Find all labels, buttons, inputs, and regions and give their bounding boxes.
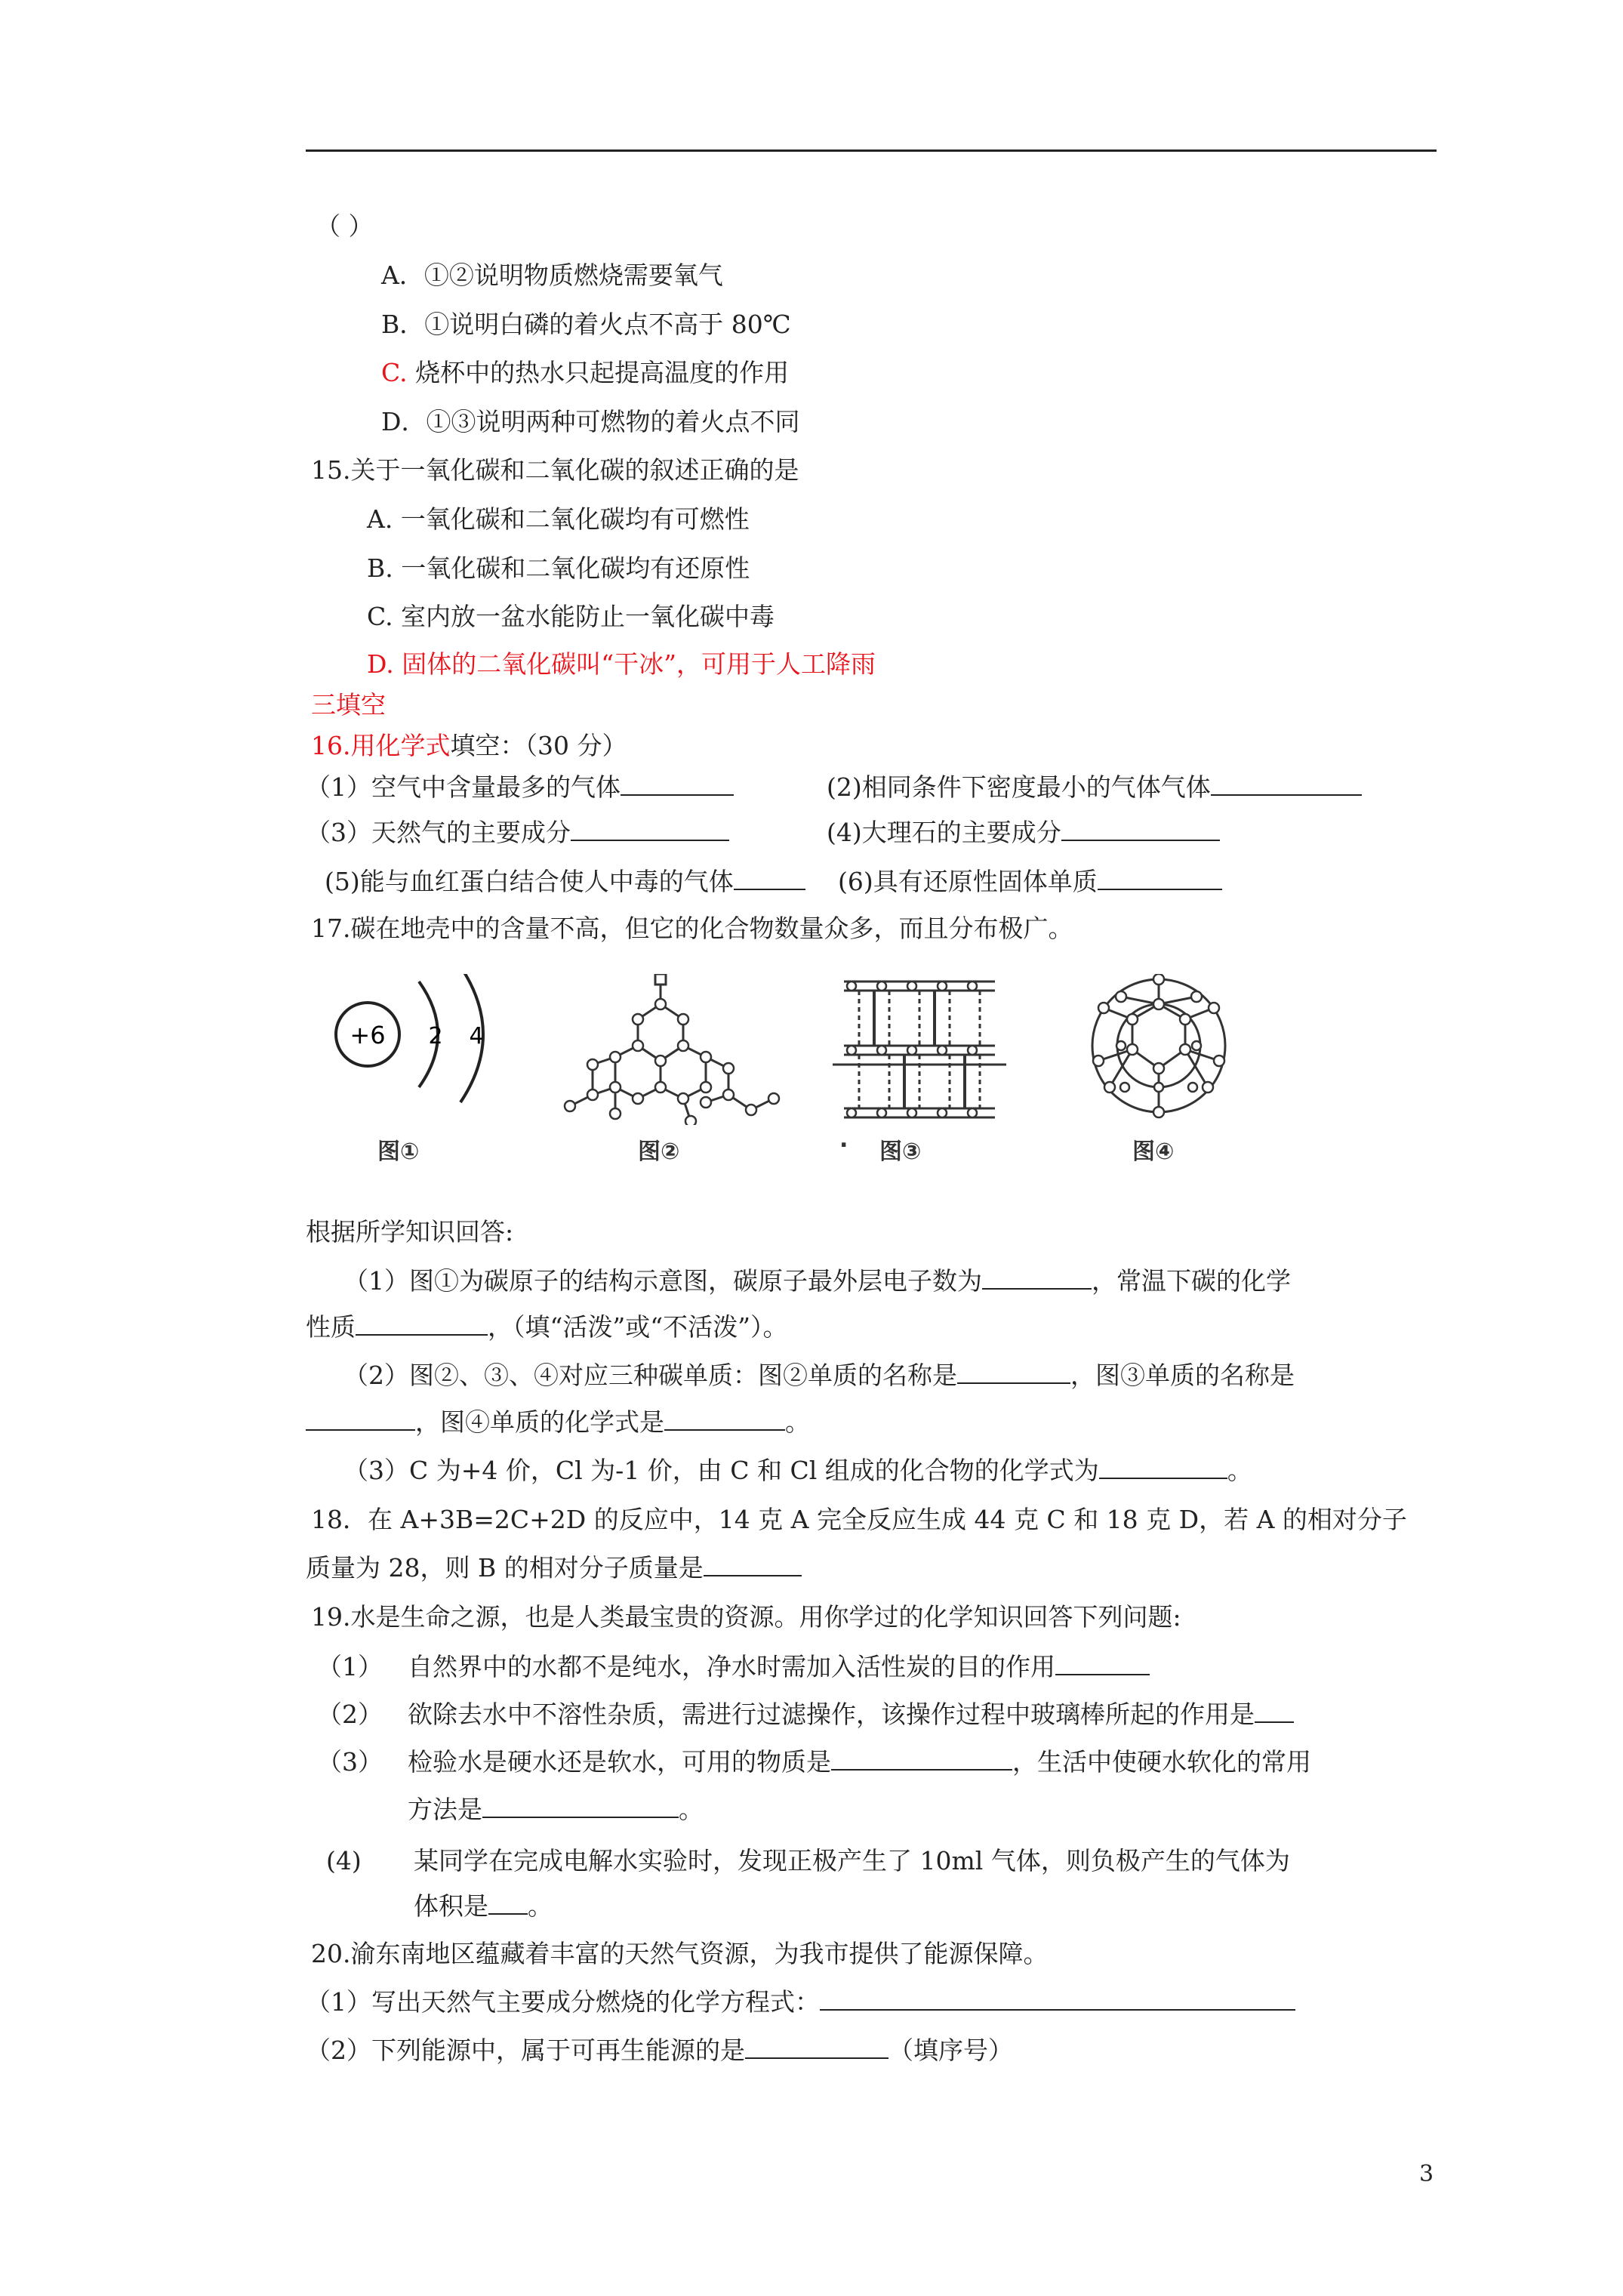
answer-blank[interactable] (982, 1267, 1092, 1290)
q19-item-4-num: (4) (326, 1846, 362, 1875)
q14-option-b: B．①说明白磷的着火点不高于 80℃ (381, 310, 791, 339)
q18-line1: 18．在 A+3B=2C+2D 的反应中，14 克 A 完全反应生成 44 克 C 和 18 克 D，若 A 的相对分子 (311, 1505, 1407, 1534)
q17-part1-text-c: 性质 (306, 1312, 356, 1342)
answer-blank[interactable] (820, 1988, 1295, 2011)
page-number: 3 (1419, 2161, 1434, 2187)
q16-stem-rest: 填空：（30 分） (450, 731, 627, 760)
q17-intro: 根据所学知识回答: (306, 1217, 514, 1247)
answer-blank[interactable] (1099, 1456, 1227, 1479)
q19-item-2-text: 欲除去水中不溶性杂质，需进行过滤操作，该操作过程中玻璃棒所起的作用是 (408, 1700, 1255, 1729)
answer-blank[interactable] (306, 1408, 415, 1431)
q19-item-1-num: （1） (317, 1652, 383, 1681)
q15-option-a: A. 一氧化碳和二氧化碳均有可燃性 (367, 504, 750, 534)
answer-blank[interactable] (704, 1554, 802, 1576)
q14-option-c (381, 358, 789, 388)
answer-blank[interactable] (1211, 773, 1362, 796)
q17-part1-text-b: ，常温下碳的化学 (1092, 1266, 1291, 1296)
answer-blank[interactable] (664, 1408, 785, 1431)
q19-item-1 (408, 1652, 1150, 1682)
q19-item-3-text-b: ，生活中使硬水软化的常用 (1012, 1747, 1311, 1777)
figure-diamond (555, 974, 781, 1125)
q17-part1-line2 (306, 1312, 787, 1342)
q15-option-c: C. 室内放一盆水能防止一氧化碳中毒 (367, 602, 775, 631)
answer-blank[interactable] (356, 1313, 488, 1336)
q19-item-2 (408, 1700, 1294, 1730)
q15-option-d: D. 固体的二氧化碳叫“干冰”，可用于人工降雨 (367, 649, 876, 679)
q20-part1-text: （1）写出天然气主要成分燃烧的化学方程式： (306, 1987, 820, 2017)
q19-item-3-num: （3） (317, 1747, 383, 1777)
q19-item-3-text-d: 。 (679, 1795, 704, 1824)
shell-1-electrons: 2 (428, 1023, 443, 1049)
q16-item-4 (827, 818, 1220, 848)
answer-blank[interactable] (734, 868, 805, 890)
answer-blank[interactable] (488, 1892, 528, 1915)
q17-part2-text: （2）图②、③、④对应三种碳单质：图②单质的名称是 (343, 1361, 957, 1390)
answer-blank[interactable] (745, 2036, 888, 2059)
q19-item-3-line1 (408, 1747, 1311, 1777)
figure-dot: . (839, 1126, 848, 1153)
q16-item-2-text: (2)相同条件下密度最小的气体气体 (827, 772, 1211, 802)
q16-item-6 (838, 867, 1222, 897)
answer-blank[interactable] (957, 1361, 1070, 1384)
q19-item-1-text: 自然界中的水都不是纯水，净水时需加入活性炭的目的作用 (408, 1652, 1055, 1681)
q18-line2 (306, 1553, 802, 1583)
figure-4-caption: 图④ (1132, 1139, 1175, 1165)
q19-item-3-text-c: 方法是 (408, 1795, 482, 1824)
q19-item-4-line2 (414, 1891, 553, 1922)
q19-item-2-num: （2） (317, 1700, 383, 1729)
q16-stem (311, 731, 627, 761)
q17-part1-text: （1）图①为碳原子的结构示意图，碳原子最外层电子数为 (343, 1266, 982, 1296)
q20-part2-text: （2）下列能源中，属于可再生能源的是 (306, 2036, 745, 2065)
q14-option-d: D．①③说明两种可燃物的着火点不同 (381, 407, 800, 436)
q16-stem-highlight: 16.用化学式 (311, 731, 451, 760)
figure-3-caption: 图③ (879, 1139, 922, 1165)
q17-part2-line2 (306, 1407, 810, 1438)
q16-item-1 (306, 772, 734, 803)
q16-item-6-text: (6)具有还原性固体单质 (838, 867, 1098, 896)
q16-item-3 (306, 818, 729, 848)
q20-part2-text-b: （填序号） (888, 2036, 1013, 2065)
nucleus-label: +6 (350, 1021, 386, 1049)
q18-line2-text: 质量为 28，则 B 的相对分子质量是 (306, 1553, 704, 1583)
q16-item-5-text: (5)能与血红蛋白结合使人中毒的气体 (325, 867, 734, 896)
figure-1-caption: 图① (377, 1139, 420, 1165)
q19-stem: 19.水是生命之源，也是人类最宝贵的资源。用你学过的化学知识回答下列问题: (311, 1602, 1181, 1632)
answer-blank[interactable] (621, 773, 734, 796)
q19-item-4-line1: 某同学在完成电解水实验时，发现正极产生了 10ml 气体，则负极产生的气体为 (414, 1846, 1290, 1875)
q16-item-1-text: （1）空气中含量最多的气体 (306, 772, 621, 802)
answer-bracket: （ ） (316, 211, 374, 241)
q17-part2-line1 (343, 1361, 1295, 1391)
q20-part1 (306, 1987, 1295, 2017)
q19-item-3-text: 检验水是硬水还是软水，可用的物质是 (408, 1747, 831, 1777)
q14-option-c-text: 烧杯中的热水只起提高温度的作用 (415, 358, 790, 387)
q17-part1-text-d: ，（填“活泼”或“不活泼”）。 (488, 1312, 788, 1342)
q17-stem: 17.碳在地壳中的含量不高，但它的化合物数量众多，而且分布极广。 (311, 914, 1073, 943)
figure-graphite (829, 974, 1010, 1125)
shell-2-electrons: 4 (469, 1023, 484, 1049)
q17-part2-text-b: ，图③单质的名称是 (1070, 1361, 1295, 1390)
q15-stem: 15.关于一氧化碳和二氧化碳的叙述正确的是 (311, 455, 799, 485)
q20-part2 (306, 2036, 1013, 2066)
answer-blank[interactable] (482, 1795, 679, 1818)
q16-item-5 (325, 867, 805, 897)
q16-item-3-text: （3）天然气的主要成分 (306, 818, 571, 847)
q14-option-c-letter: C. (381, 358, 408, 387)
q17-part2-text-d: 。 (785, 1407, 810, 1437)
answer-blank[interactable] (831, 1748, 1012, 1771)
section-title: 三填空 (311, 690, 386, 720)
q19-item-4-text-c: 。 (528, 1891, 553, 1921)
answer-blank[interactable] (1061, 818, 1220, 841)
q17-part3 (343, 1456, 1252, 1486)
q17-part2-text-c: ，图④单质的化学式是 (415, 1407, 664, 1437)
header-rule (306, 149, 1437, 152)
q19-item-4-text-b: 体积是 (414, 1891, 488, 1921)
figure-2-caption: 图② (638, 1139, 680, 1165)
q16-item-2 (827, 772, 1362, 803)
figure-atom-structure (328, 974, 525, 1140)
q17-part1-line1 (343, 1266, 1291, 1296)
q14-option-a: A．①②说明物质燃烧需要氧气 (381, 260, 723, 290)
q17-part3-text: （3）C 为+4 价，Cl 为-1 价，由 C 和 Cl 组成的化合物的化学式为 (343, 1456, 1099, 1485)
q17-part3-text-b: 。 (1227, 1456, 1252, 1485)
q19-item-3-line2 (408, 1795, 704, 1825)
answer-blank[interactable] (1255, 1700, 1294, 1723)
answer-blank[interactable] (571, 818, 729, 841)
q16-item-4-text: (4)大理石的主要成分 (827, 818, 1061, 847)
answer-blank[interactable] (1098, 868, 1222, 890)
q20-stem: 20.渝东南地区蕴藏着丰富的天然气资源，为我市提供了能源保障。 (311, 1939, 1049, 1968)
figure-fullerene (1079, 974, 1246, 1133)
answer-blank[interactable] (1055, 1653, 1150, 1675)
q15-option-b: B. 一氧化碳和二氧化碳均有还原性 (367, 553, 750, 583)
